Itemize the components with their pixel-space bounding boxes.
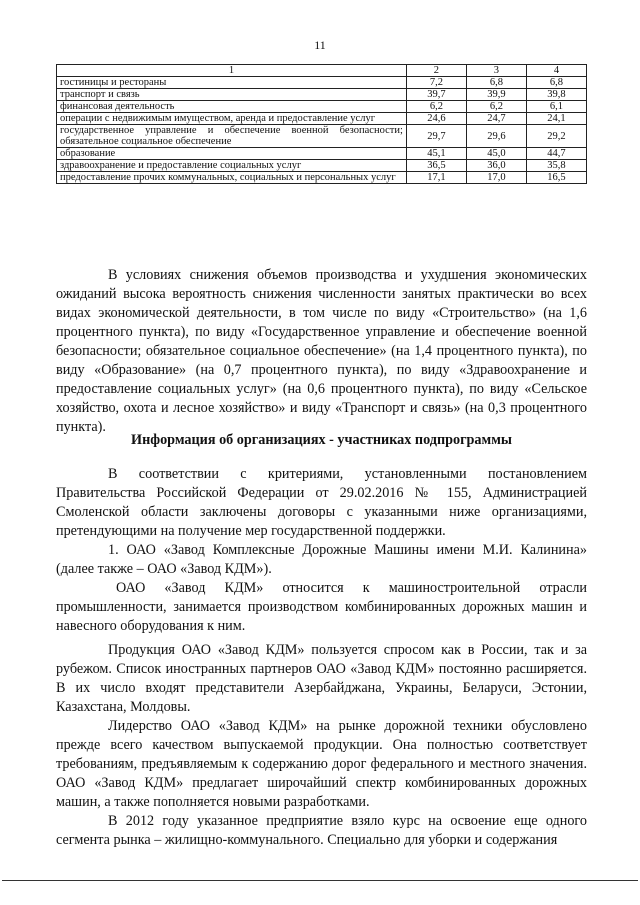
row-value: 36,5 [406, 160, 466, 172]
footer-rule [2, 880, 638, 881]
row-value: 29,6 [466, 125, 526, 148]
table-row [57, 89, 587, 101]
row-value: 6,8 [466, 77, 526, 89]
table-row [57, 172, 587, 184]
row-value: 44,7 [526, 148, 586, 160]
paragraph: В 2012 году указанное предприятие взяло курс на освоение еще одного сегмента рынка – жилищно-коммунального. Специально для уборки и содержания [56, 813, 587, 848]
table-header-row [57, 65, 587, 77]
row-label: государственное управление и обеспечение военной безопасности; обязательное социальное обеспечение [57, 125, 407, 148]
row-value: 24,7 [466, 113, 526, 125]
intro-section [56, 266, 587, 437]
organizations-section [56, 465, 587, 850]
row-value: 6,1 [526, 101, 586, 113]
row-value: 24,6 [406, 113, 466, 125]
paragraph: 1. ОАО «Завод Комплексные Дорожные Машины имени М.И. Калинина» (далее также – ОАО «Завод КДМ»). [56, 542, 587, 577]
table-row [57, 77, 587, 89]
row-value: 36,0 [466, 160, 526, 172]
employment-table [56, 64, 587, 184]
paragraph: ОАО «Завод КДМ» относится к машиностроительной отрасли промышленности, занимается производством комбинированных дорожных машин и навесного оборудования к ним. [56, 580, 587, 634]
row-value: 39,8 [526, 89, 586, 101]
table-row [57, 101, 587, 113]
row-value: 29,2 [526, 125, 586, 148]
row-value: 6,8 [526, 77, 586, 89]
row-value: 29,7 [406, 125, 466, 148]
row-value: 7,2 [406, 77, 466, 89]
row-value: 39,9 [466, 89, 526, 101]
paragraph: Лидерство ОАО «Завод КДМ» на рынке дорожной техники обусловлено прежде всего качеством выпускаемой продукции. Она полностью соответствует требованиям, предъявляемым к содержанию дорог федерального и местного значения. ОАО «Завод КДМ» предлагает широчайший спектр комбинированных дорожных машин, а также пополняется новыми разработками. [56, 718, 587, 810]
table-row [57, 148, 587, 160]
row-label: финансовая деятельность [57, 101, 407, 113]
row-value: 17,1 [406, 172, 466, 184]
row-value: 6,2 [466, 101, 526, 113]
row-label: предоставление прочих коммунальных, социальных и персональных услуг [57, 172, 407, 184]
paragraph: Продукция ОАО «Завод КДМ» пользуется спросом как в России, так и за рубежом. Список иностранных партнеров ОАО «Завод КДМ» постоянно расширяется. В их число входят представители Азербайджана, Украины, Беларуси, Эстонии, Казахстана, Молдовы. [56, 642, 587, 715]
paragraph: В соответствии с критериями, установленными постановлением Правительства Российской Федерации от 29.02.2016 № 155, Администрацией Смоленской области заключены договоры с указанными ниже организациями, претендующими на получение мер государственной поддержки. [56, 466, 587, 539]
header-cell: 1 [57, 65, 407, 77]
row-value: 16,5 [526, 172, 586, 184]
row-value: 45,1 [406, 148, 466, 160]
row-value: 45,0 [466, 148, 526, 160]
row-value: 17,0 [466, 172, 526, 184]
row-label: гостиницы и рестораны [57, 77, 407, 89]
row-label: здравоохранение и предоставление социальных услуг [57, 160, 407, 172]
row-value: 39,7 [406, 89, 466, 101]
row-value: 24,1 [526, 113, 586, 125]
header-cell: 3 [466, 65, 526, 77]
row-label: операции с недвижимым имуществом, аренда и предоставление услуг [57, 113, 407, 125]
row-value: 6,2 [406, 101, 466, 113]
row-label: транспорт и связь [57, 89, 407, 101]
table-row [57, 125, 587, 148]
row-label: образование [57, 148, 407, 160]
intro-paragraph: В условиях снижения объемов производства и ухудшения экономических ожиданий высока вероятность снижения численности занятых практически во всех видах экономической деятельности, в том числе по виду «Строительство» (на 1,6 процентного пункта), по виду «Государственное управление и обеспечение военной безопасности; обязательное социальное обеспечение» (на 1,4 процентного пункта), по виду «Образование» (на 0,7 процентного пункта), по виду «Здравоохранение и предоставление социальных услуг» (на 0,6 процентного пункта), по виду «Сельское хозяйство, охота и лесное хозяйство» и виду «Транспорт и связь» (на 0,3 процентного пункта). [56, 267, 587, 435]
header-cell: 2 [406, 65, 466, 77]
section-heading: Информация об организациях - участниках подпрограммы [131, 432, 512, 448]
table-row [57, 160, 587, 172]
header-cell: 4 [526, 65, 586, 77]
page-number: 11 [314, 38, 326, 52]
table-row [57, 113, 587, 125]
row-value: 35,8 [526, 160, 586, 172]
